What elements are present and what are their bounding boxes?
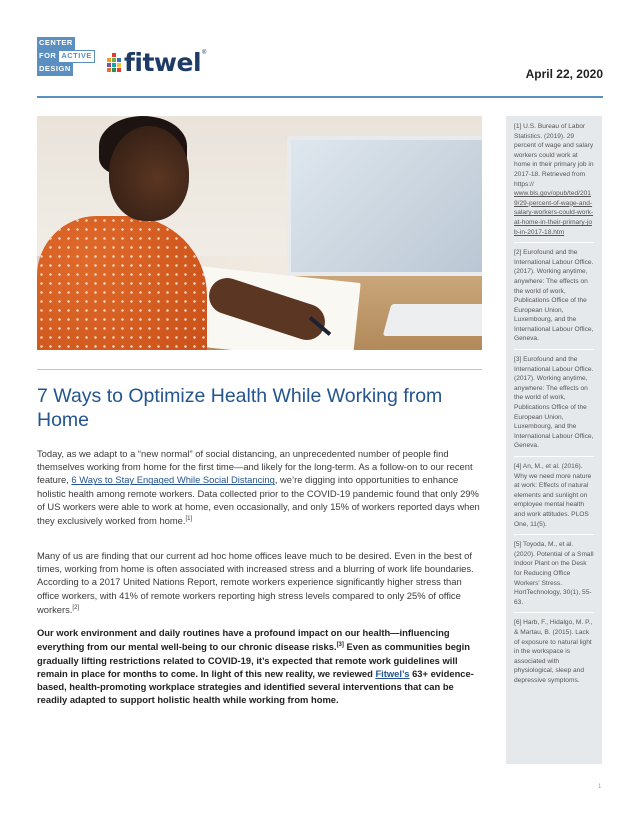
footnotes-sidebar <box>506 116 602 764</box>
photo-keyboard <box>383 304 482 336</box>
photo-person-head <box>109 126 189 221</box>
fitwel-mark-square <box>107 58 111 62</box>
fitwel-mark-square <box>112 58 116 62</box>
page-number: 1 <box>598 784 602 790</box>
paragraph-work-environment <box>37 626 485 706</box>
footnote-1 <box>514 122 594 243</box>
footnote-5 <box>514 540 594 613</box>
home-offices-text: Many of us are finding that our current ad hoc home offices leave much to be desired. Even in the best of times, working from home is often associated with increased stress and a blurring of work life boundaries. According to a 2017 United Nations Report, remote workers experience significantly higher stress than office workers, with 41% of remote workers reporting high stress levels compared to only 25% of office workers. <box>37 550 474 615</box>
footnote-url[interactable]: www.bls.gov/opub/ted/2019/29-percent-of-wage-and-salary-workers-could-work-at-home-in-their-primary-job-in-2017-18.htm <box>514 190 594 236</box>
fitwel-mark-square <box>112 53 116 57</box>
logo-word-active: ACTIVE <box>58 50 95 63</box>
title-divider <box>37 369 482 370</box>
intro-text-part1: Today, as we adapt to a “new normal” of social distancing, an unprecedented number of people find themselves working from home for the first time—and likely for the long-term. As a follow-on to our recent feature, <box>37 448 473 486</box>
footnote-text: [6] Harb, F., Hidalgo, M. P., & Martau, B. (2015). Lack of exposure to natural light in the workspace is associated with physiological, sleep and depressive symptoms. <box>514 619 593 684</box>
intro-text-part2: , we’re digging into opportunities to enhance holistic health among remote workers. Data collected prior to the COVID-19 pandemic found that only 29% of US workers were able to work at home, even occasionally, and only 15% of workers reported days when they exclusively worked from home. <box>37 474 480 527</box>
logo-word-for: FOR <box>37 50 58 63</box>
footnote-2 <box>514 248 594 350</box>
fitwel-mark-square <box>112 68 116 72</box>
fitwel-logo <box>107 50 206 75</box>
footnote-ref-2[interactable]: [2] <box>72 604 80 611</box>
hero-photo-woman-working-at-desk <box>37 116 482 350</box>
fitwel-mark-square <box>107 63 111 67</box>
fitwel-mark-icon <box>107 53 121 72</box>
logo-word-design: DESIGN <box>37 63 73 76</box>
fitwel-mark-square <box>112 63 116 67</box>
fitwel-mark-square <box>117 63 121 67</box>
registered-mark: ® <box>202 50 207 56</box>
footnote-4 <box>514 462 594 535</box>
footnote-text: [2] Eurofound and the International Labour Office. (2017). Working anytime, anywhere: The effects on the world of work, Publications Office of the European Union, Luxembourg, and the International Labour Office, Geneva. <box>514 249 594 343</box>
footnote-text: [1] U.S. Bureau of Labor Statistics. (2019). 29 percent of wage and salary workers could work at home in their primary job in 2017-18. Retrieved from https:// <box>514 123 594 188</box>
work-environment-text-part1: Our work environment and daily routines have a profound impact on our health—influencing everything from our mental well-being to our chronic disease risks. <box>37 627 450 653</box>
footnote-ref-3[interactable]: [3] <box>336 642 344 649</box>
fitwel-link[interactable]: Fitwel’s <box>375 667 410 679</box>
footnote-text: [3] Eurofound and the International Labour Office. (2017). Working anytime, anywhere: The effects on the world of work, Publications Office of the European Union, Luxembourg, and the International Labour Office, Geneva. <box>514 356 594 450</box>
paragraph-home-offices <box>37 549 485 616</box>
article-title: 7 Ways to Optimize Health While Working from Home <box>37 385 443 431</box>
publication-date: April 22, 2020 <box>525 67 603 81</box>
logo-word-center: CENTER <box>37 37 75 50</box>
work-environment-text-part2: Even as communities begin gradually lifting restrictions related to COVID-19, it’s expected that remote work guidelines will remain in place for months to come. In light of this new reality, we reviewed <box>37 641 470 679</box>
footnote-text: [4] An, M., et al. (2016). Why we need more nature at work: Effects of natural elements and sunlight on employee mental health and work attitudes. PLOS One, 11(5). <box>514 463 592 528</box>
photo-monitor <box>287 136 482 276</box>
footnote-ref-1[interactable]: [1] <box>185 516 193 523</box>
paragraph-intro <box>37 447 485 527</box>
fitwel-mark-square <box>117 53 121 57</box>
fitwel-mark-square <box>107 53 111 57</box>
footnote-6 <box>514 618 594 690</box>
header-divider <box>37 96 603 98</box>
center-for-active-design-logo <box>37 37 99 76</box>
footnote-text: [5] Toyoda, M., et al. (2020). Potential of a Small Indoor Plant on the Desk for Reducing Office Workers' Stress. HortTechnology, 30(1), 55-63. <box>514 541 594 606</box>
engaged-while-distancing-link[interactable]: 6 Ways to Stay Engaged While Social Distancing <box>71 474 275 486</box>
work-environment-text-part3: 63+ evidence-based, health-promoting workplace strategies and identified several interventions that can be readily adapted to support holistic health while working from home. <box>37 667 474 706</box>
fitwel-mark-square <box>107 68 111 72</box>
footnote-3 <box>514 355 594 457</box>
fitwel-mark-square <box>117 58 121 62</box>
fitwel-wordmark: fitwel <box>124 48 202 77</box>
fitwel-mark-square <box>117 68 121 72</box>
